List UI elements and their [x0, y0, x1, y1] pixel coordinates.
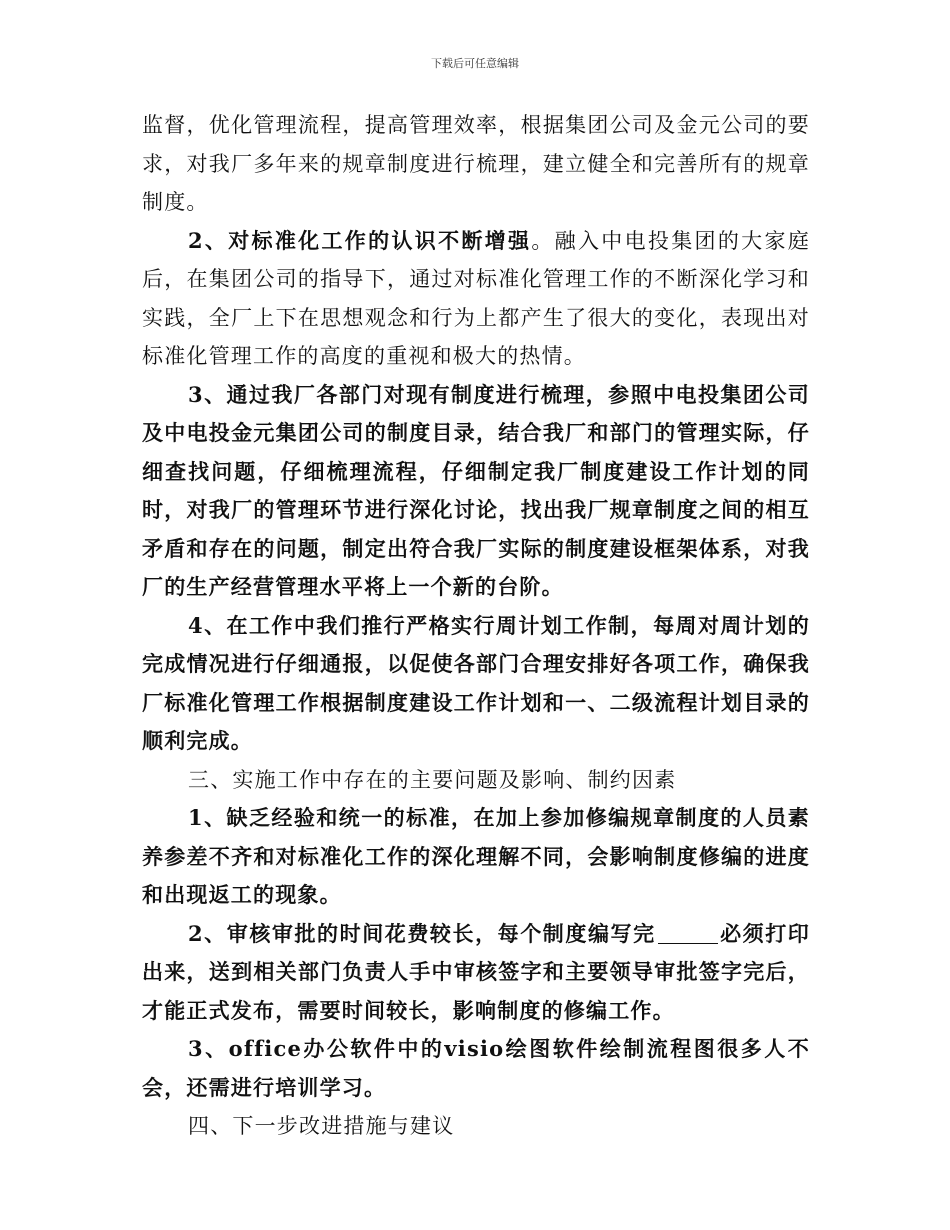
problem-item-3: 3、office办公软件中的visio绘图软件绘制流程图很多人不会，还需进行培训学习。 — [142, 1036, 810, 1100]
paragraph-continuation: 监督，优化管理流程，提高管理效率，根据集团公司及金元公司的要求，对我厂多年来的规章制度进行梳理，建立健全和完善所有的规章制度。 — [142, 113, 810, 214]
paragraph-item-2-lead: 2、对标准化工作的认识不断增强 — [188, 227, 532, 253]
paragraph-item-4: 4、在工作中我们推行严格实行周计划工作制，每周对周计划的完成情况进行仔细通报，以促使各部门合理安排好各项工作，确保我厂标准化管理工作根据制度建设工作计划和一、二级流程计划目录的顺利完成。 — [142, 612, 810, 753]
problem-item-1: 1、缺乏经验和统一的标准，在加上参加修编规章制度的人员素养参差不齐和对标准化工作的深化理解不同，会影响制度修编的进度和出现返工的现象。 — [142, 805, 810, 907]
problem-item-2-part-a: 2、审核审批的时间花费较长，每个制度编写完 — [188, 920, 656, 946]
page-header-note: 下载后可任意编辑 — [431, 57, 519, 70]
paragraph-item-3: 3、通过我厂各部门对现有制度进行梳理，参照中电投集团公司及中电投金元集团公司的制度目录，结合我厂和部门的管理实际，仔细查找问题，仔细梳理流程，仔细制定我厂制度建设工作计划的同时，对我厂的管理环节进行深化讨论，找出我厂规章制度之间的相互矛盾和存在的问题，制定出符合我厂实际的制度建设框架体系，对我厂的生产经营管理水平将上一个新的台阶。 — [142, 381, 810, 599]
problem-item-2 — [142, 915, 810, 1031]
paragraph-item-2-body: 。融入中电投集团的大家庭后，在集团公司的指导下，通过对标准化管理工作的不断深化学习和实践，全厂上下在思想观念和行为上都产生了很大的变化，表现出对标准化管理工作的高度的重视和极大的热情。 — [142, 228, 810, 368]
section-heading-4: 四、下一步改进措施与建议 — [188, 1114, 455, 1138]
section-heading-3: 三、实施工作中存在的主要问题及影响、制约因素 — [188, 767, 677, 792]
fill-in-blank — [658, 922, 718, 944]
document-body — [142, 106, 810, 1146]
problem-item-2-part-b: 必须打印出来，送到相关部门负责人手中审核签字和主要领导审批签字完后，才能正式发布，需要时间较长，影响制度的修编工作。 — [142, 920, 810, 1023]
paragraph-item-2 — [142, 222, 810, 376]
